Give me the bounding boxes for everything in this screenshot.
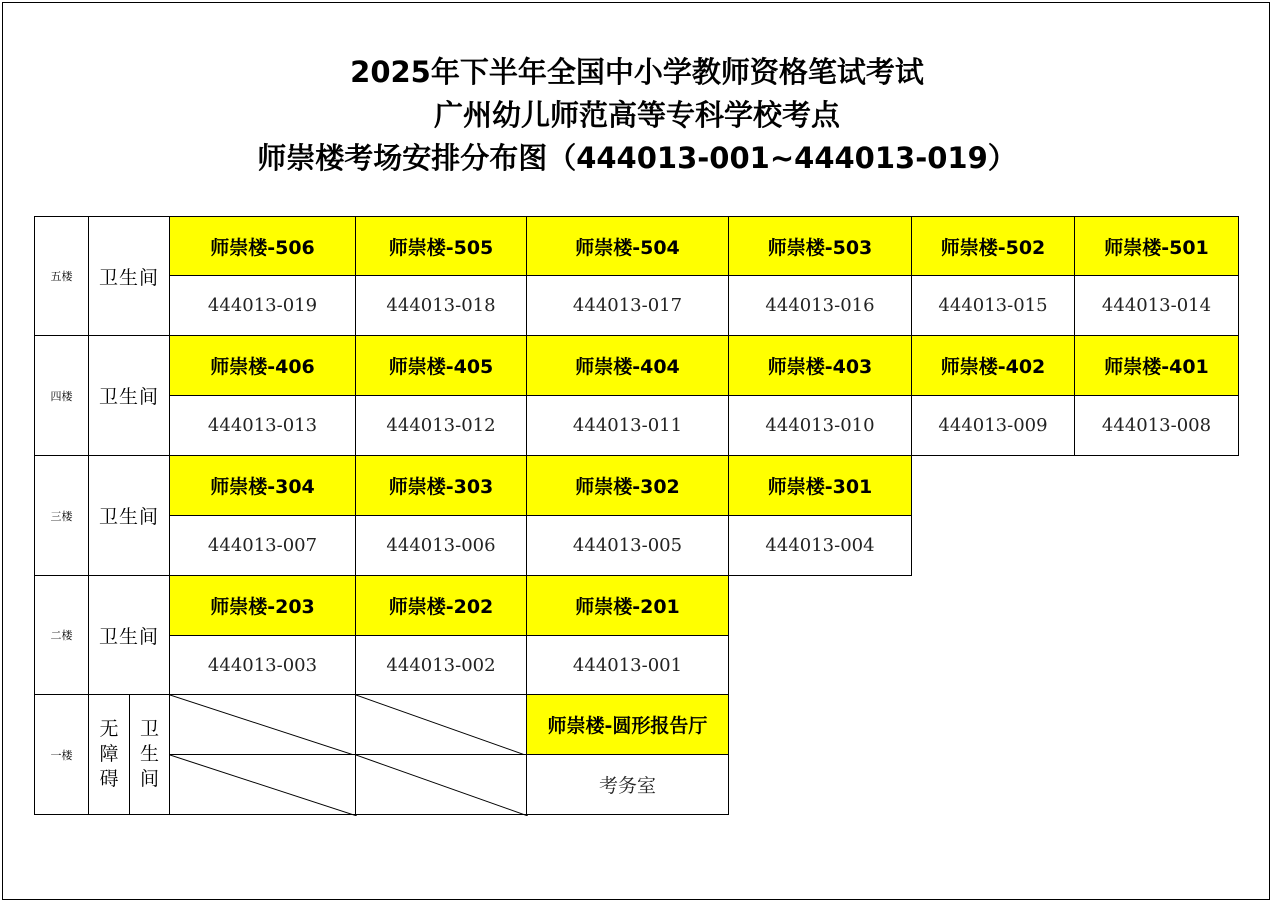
restroom-4: 卫生间 <box>88 335 170 456</box>
restroom-1 <box>129 694 170 815</box>
room-304-code: 444013-007 <box>169 515 356 576</box>
room-202-name: 师崇楼-202 <box>355 575 527 636</box>
accessible-restroom <box>88 694 130 815</box>
room-302-name: 师崇楼-302 <box>526 455 729 516</box>
floor-label-1: 一楼 <box>34 694 89 815</box>
room-404-code: 444013-011 <box>526 395 729 456</box>
room-504-code: 444013-017 <box>526 275 729 336</box>
room-401-name: 师崇楼-401 <box>1074 335 1239 396</box>
room-405-code: 444013-012 <box>355 395 527 456</box>
room-502-name: 师崇楼-502 <box>911 216 1075 276</box>
exam-office: 考务室 <box>526 754 729 815</box>
restroom-1-label: 卫生间 <box>140 718 160 790</box>
room-201-code: 444013-001 <box>526 635 729 695</box>
title-line-1: 2025年下半年全国中小学教师资格笔试考试 <box>350 55 924 89</box>
room-405-name: 师崇楼-405 <box>355 335 527 396</box>
room-403-name: 师崇楼-403 <box>728 335 912 396</box>
floor-label-3: 三楼 <box>34 455 89 576</box>
room-501-code: 444013-014 <box>1074 275 1239 336</box>
room-202-code: 444013-002 <box>355 635 527 695</box>
room-406-code: 444013-013 <box>169 395 356 456</box>
room-403-code: 444013-010 <box>728 395 912 456</box>
room-201-name: 师崇楼-201 <box>526 575 729 636</box>
room-505-name: 师崇楼-505 <box>355 216 527 276</box>
floor-label-4: 四楼 <box>34 335 89 456</box>
room-503-name: 师崇楼-503 <box>728 216 912 276</box>
room-506-code: 444013-019 <box>169 275 356 336</box>
room-303-code: 444013-006 <box>355 515 527 576</box>
room-402-code: 444013-009 <box>911 395 1075 456</box>
title-line-2: 广州幼儿师范高等专科学校考点 <box>433 98 840 132</box>
room-506-name: 师崇楼-506 <box>169 216 356 276</box>
restroom-3: 卫生间 <box>88 455 170 576</box>
title-line-3: 师崇楼考场安排分布图（444013-001~444013-019） <box>257 141 1017 175</box>
lecture-hall-name: 师崇楼-圆形报告厅 <box>526 694 729 755</box>
room-304-name: 师崇楼-304 <box>169 455 356 516</box>
floor-label-2: 二楼 <box>34 575 89 695</box>
empty-cell-diagonal <box>169 754 356 815</box>
empty-cell-diagonal <box>169 694 356 755</box>
room-303-name: 师崇楼-303 <box>355 455 527 516</box>
room-502-code: 444013-015 <box>911 275 1075 336</box>
restroom-2: 卫生间 <box>88 575 170 695</box>
room-203-name: 师崇楼-203 <box>169 575 356 636</box>
empty-cell-diagonal <box>355 754 527 815</box>
room-406-name: 师崇楼-406 <box>169 335 356 396</box>
room-301-name: 师崇楼-301 <box>728 455 912 516</box>
room-402-name: 师崇楼-402 <box>911 335 1075 396</box>
floor-label-5: 五楼 <box>34 216 89 336</box>
room-404-name: 师崇楼-404 <box>526 335 729 396</box>
room-302-code: 444013-005 <box>526 515 729 576</box>
empty-cell-diagonal <box>355 694 527 755</box>
room-503-code: 444013-016 <box>728 275 912 336</box>
room-203-code: 444013-003 <box>169 635 356 695</box>
room-301-code: 444013-004 <box>728 515 912 576</box>
accessible-label: 无障碍 <box>99 718 119 790</box>
restroom-5: 卫生间 <box>88 216 170 336</box>
room-401-code: 444013-008 <box>1074 395 1239 456</box>
room-505-code: 444013-018 <box>355 275 527 336</box>
room-504-name: 师崇楼-504 <box>526 216 729 276</box>
room-501-name: 师崇楼-501 <box>1074 216 1239 276</box>
